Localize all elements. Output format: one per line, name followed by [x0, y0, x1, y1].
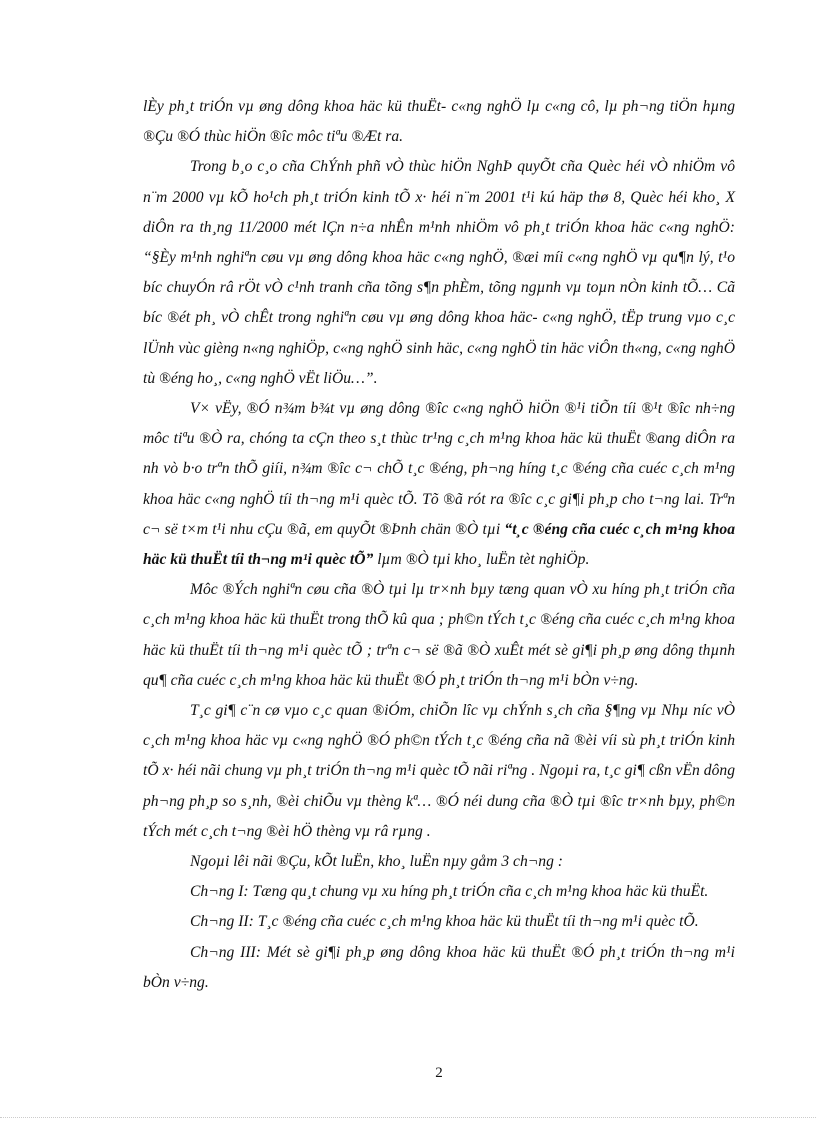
body-paragraph: [143, 907, 735, 937]
body-paragraph: [143, 696, 735, 847]
paragraph-text: T¸c gi¶ c¨n cø vµo c¸c quan ®iÓm, chiÕn lîc vµ chÝnh s¸ch cña §¶ng vµ Nhµ níc vÒ c¸ch m¹ng khoa häc vµ c«ng nghÖ ®Ó ph©n tÝch t¸c ®éng cña nã ®èi víi sù ph¸t triÓn kinh tÕ x· héi nãi chung vµ ph¸t triÓn th¬ng m¹i quèc tÕ nãi riªng . Ngoµi ra, t¸c gi¶ cßn vËn dông ph¬ng ph¸p so s¸nh, ®èi chiÕu vµ thèng kª… ®Ó néi dung cña ®Ò tµi ®îc tr×nh bµy, ph©n tÝch mét c¸ch t¬ng ®èi hÖ thèng vµ râ rµng .: [143, 702, 735, 840]
paragraph-text: Trong b¸o c¸o cña ChÝnh phñ vÒ thùc hiÖn NghÞ quyÕt cña Quèc héi vÒ nhiÖm vô n¨m 2000 vµ kÕ ho¹ch ph¸t triÓn kinh tÕ x· héi n¨m 2001 t¹i kú häp thø 8, Quèc héi kho¸ X diÔn ra th¸ng 11/2000 mét lÇn n÷a nhÊn m¹nh nhiÖm vô ph¸t triÓn khoa häc c«ng nghÖ: “§Èy m¹nh nghiªn cøu vµ øng dông khoa häc c«ng nghÖ, ®æi míi c«ng nghÖ vµ qu¶n lý, t¹o bíc chuyÓn râ rÖt vÒ c¹nh tranh cña tõng s¶n phÈm, tõng ngµnh vµ toµn nÒn kinh tÕ… Cã bíc ®ét ph¸ vÒ chÊt trong nghiªn cøu vµ øng dông khoa häc- c«ng nghÖ, tËp trung vµo c¸c lÜnh vùc gièng n«ng nghiÖp, c«ng nghÖ sinh häc, c«ng nghÖ tin häc viÔn th«ng, c«ng nghÖ tù ®éng ho¸, c«ng nghÖ vËt liÖu…”.: [143, 158, 735, 387]
thesis-title-run: “t¸c ®éng cña cuéc c¸ch m¹ng khoa häc kü thuËt tíi th¬ng m¹i quèc tÕ”: [143, 520, 736, 569]
paragraph-text: lµm ®Ò tµi kho¸ luËn tèt nghiÖp.: [373, 551, 590, 569]
document-body: [143, 92, 735, 998]
body-paragraph: [143, 938, 735, 998]
paragraph-text: V× vËy, ®Ó n¾m b¾t vµ øng dông ®îc c«ng nghÖ hiÖn ®¹i tiÕn tíi ®¹t ®îc nh÷ng môc tiªu ®Ò ra, chóng ta cÇn theo s¸t thùc tr¹ng c¸ch m¹ng khoa häc kü thuËt ®ang diÔn ra nh vò b·o trªn thÕ giíi, n¾m ®îc c¬ chÕ t¸c ®éng, ph¬ng híng t¸c ®éng cña cuéc c¸ch m¹ng khoa häc c«ng nghÖ tíi th¬ng m¹i quèc tÕ. Tõ ®ã rót ra ®îc c¸c gi¶i ph¸p cho t¬ng lai. Trªn c¬ së t×m t¹i nhu cÇu ®ã, em quyÕt ®Þnh chän ®Ò tµi: [143, 400, 735, 538]
paragraph-text: Ch¬ng I: Tæng qu¸t chung vµ xu híng ph¸t triÓn cña c¸ch m¹ng khoa häc kü thuËt.: [190, 883, 709, 901]
body-paragraph: [143, 575, 735, 696]
paragraph-text: Ch¬ng II: T¸c ®éng cña cuéc c¸ch m¹ng khoa häc kü thuËt tíi th¬ng m¹i quèc tÕ.: [190, 913, 699, 931]
body-paragraph: [143, 394, 735, 575]
body-paragraph: [143, 847, 735, 877]
paragraph-text: Ngoµi lêi nãi ®Çu, kÕt luËn, kho¸ luËn nµy gåm 3 ch¬ng :: [190, 853, 563, 871]
body-paragraph: [143, 92, 735, 152]
paragraph-text: Môc ®Ých nghiªn cøu cña ®Ò tµi lµ tr×nh bµy tæng quan vÒ xu híng ph¸t triÓn cña c¸ch m¹ng khoa häc kü thuËt trong thÕ kû qua ; ph©n tÝch t¸c ®éng cña cuéc c¸ch m¹ng khoa häc kü thuËt tíi th¬ng m¹i quèc tÕ ; trªn c¬ së ®ã ®Ò xuÊt mét sè gi¶i ph¸p øng dông thµnh qu¶ cña cuéc c¸ch m¹ng khoa häc kü thuËt ®Ó ph¸t triÓn th¬ng m¹i bÒn v÷ng.: [143, 581, 735, 689]
body-paragraph: [143, 877, 735, 907]
page-bottom-divider: [0, 1117, 816, 1118]
body-paragraph: [143, 152, 735, 394]
paragraph-text: Ch¬ng III: Mét sè gi¶i ph¸p øng dông khoa häc kü thuËt ®Ó ph¸t triÓn th¬ng m¹i bÒn v÷ng.: [143, 943, 735, 991]
page-number: 2: [435, 1065, 443, 1081]
paragraph-text: lÈy ph¸t triÓn vµ øng dông khoa häc kü thuËt- c«ng nghÖ lµ c«ng cô, lµ ph¬ng tiÖn hµng ®Çu ®Ó thùc hiÖn ®îc môc tiªu ®Æt ra.: [143, 98, 735, 146]
